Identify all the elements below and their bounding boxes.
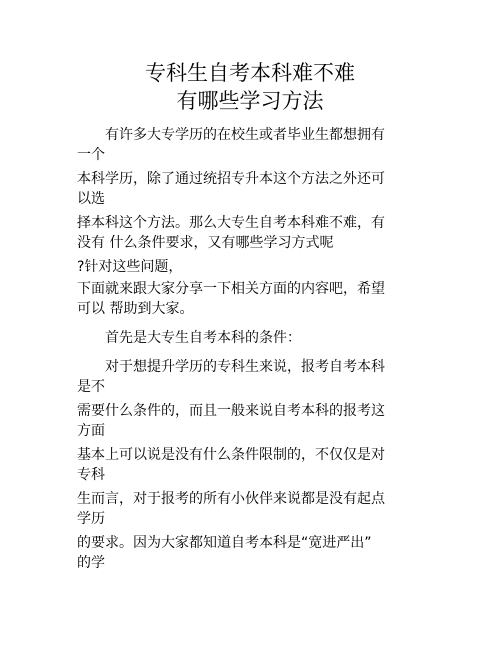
paragraph-line: 有许多大专学历的在校生或者毕业生都想拥有 (105, 127, 385, 143)
document-title-line-1: 专科生自考本科难不难 (145, 61, 355, 85)
paragraph-line: 是不 (77, 379, 105, 395)
paragraph-line: 方面 (77, 423, 105, 439)
paragraph-line: 基本上可以说是没有什么条件限制的，不仅仅是对 (77, 447, 385, 463)
paragraph-line: 以选 (77, 191, 105, 207)
paragraph-line: 专科 (77, 467, 105, 483)
paragraph-line: 对于想提升学历的专科生来说，报考自考本科 (105, 359, 385, 375)
paragraph-line: 择本科这个方法。那么大专生自考本科难不难，有 (77, 215, 385, 231)
paragraph-line: 可以 帮助到大家。 (77, 301, 194, 317)
paragraph-line: 一个 (77, 147, 105, 163)
paragraph-line: ?针对这些问题， (77, 259, 183, 275)
document-title-line-2: 有哪些学习方法 (176, 89, 324, 113)
paragraph-line: 的要求。因为大家都知道自考本科是“宽进严出” (77, 535, 372, 551)
paragraph-line: 本科学历，除了通过统招专升本这个方法之外还可 (77, 171, 385, 187)
paragraph-line: 没有 什么条件要求，又有哪些学习方式呢 (77, 235, 334, 251)
paragraph-line: 学历 (77, 511, 105, 527)
paragraph-line: 需要什么条件的，而且一般来说自考本科的报考这 (77, 403, 385, 419)
paragraph-line: 生而言，对于报考的所有小伙伴来说都是没有起点 (77, 491, 385, 507)
paragraph-line: 首先是大专生自考本科的条件： (105, 330, 301, 346)
paragraph-line: 的学 (77, 555, 105, 571)
paragraph-line: 下面就来跟大家分享一下相关方面的内容吧，希望 (77, 281, 385, 297)
